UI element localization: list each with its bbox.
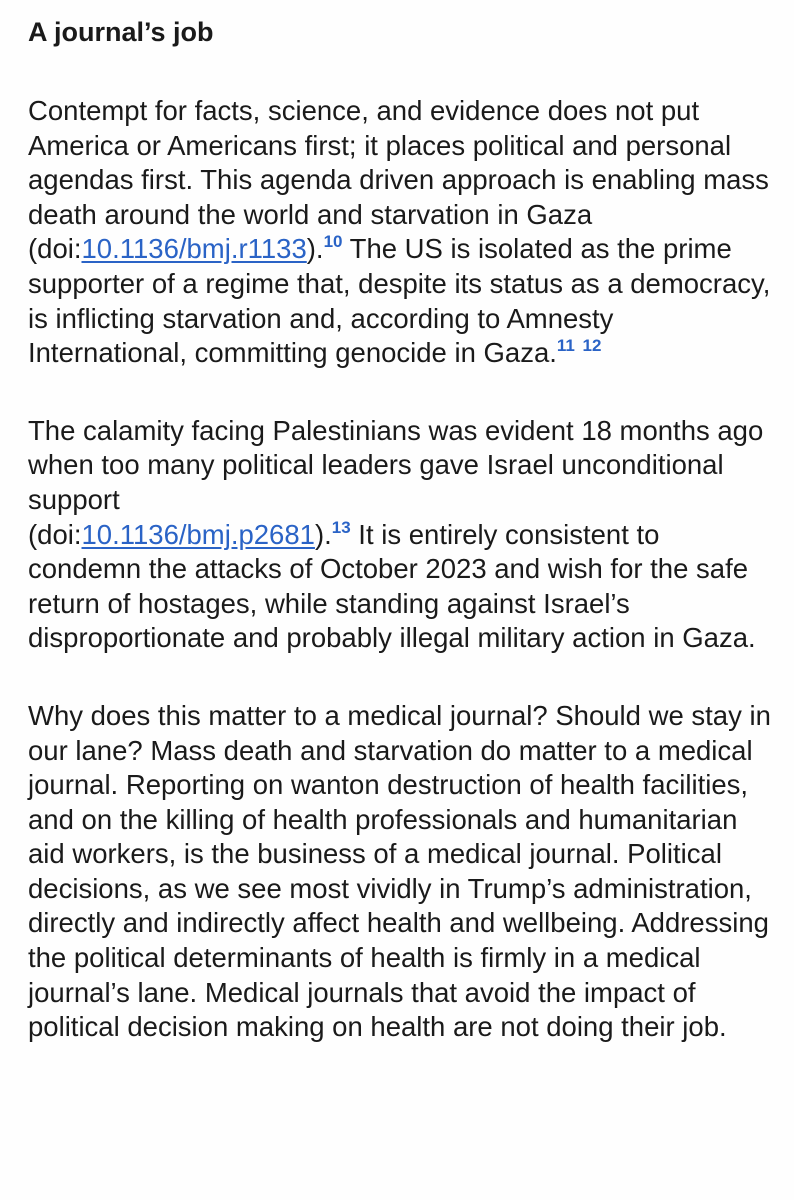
paragraph-text: The US is isolated as the prime supporter of a regime that, despite its status as a democracy, is inflicting starvation and, according to Amnesty International, committing genocide in Gaza. xyxy=(28,233,771,369)
doi-link-r1133[interactable]: 10.1136/bmj.r1133 xyxy=(81,233,307,265)
paragraph-text: ). xyxy=(314,518,332,550)
paragraph-3 xyxy=(28,699,776,1045)
paragraph-text: Why does this matter to a medical journal? Should we stay in our lane? Mass death and starvation do matter to a medical journal. Reporting on wanton destruction of health facilities, and on the killing of health professionals and humanitarian aid workers, is the business of a medical journal. Political decisions, as we see most vividly in Trump’s administration, directly and indirectly affect health and wellbeing. Addressing the political determinants of health is firmly in a medical journal’s lane. Medical journals that avoid the impact of political decision making on health are not doing their job. xyxy=(28,699,771,1043)
reference-link-13[interactable]: 13 xyxy=(331,517,351,537)
paragraph-1 xyxy=(28,94,776,371)
section-heading: A journal’s job xyxy=(28,17,214,47)
reference-link-12[interactable]: 12 xyxy=(582,336,602,356)
paragraph-text: ). xyxy=(306,233,324,265)
doi-link-p2681[interactable]: 10.1136/bmj.p2681 xyxy=(81,518,315,550)
reference-link-10[interactable]: 10 xyxy=(323,232,343,252)
paragraph-text: It is entirely consistent to condemn the attacks of October 2023 and wish for the safe return of hostages, while standing against Israel’s disproportionate and probably illegal military action in Gaza. xyxy=(28,518,756,654)
reference-link-11[interactable]: 11 xyxy=(556,336,575,356)
article-section xyxy=(28,14,776,1045)
paragraph-text: Contempt for facts, science, and evidence does not put America or Americans first; it places political and personal agendas first. This agenda driven approach is enabling mass death around the world and starvation in Gaza (doi: xyxy=(28,95,769,265)
paragraph-2 xyxy=(28,414,776,656)
paragraph-text: The calamity facing Palestinians was evident 18 months ago when too many political leaders gave Israel unconditional support xyxy=(28,414,764,515)
paragraph-text: (doi: xyxy=(28,518,82,550)
